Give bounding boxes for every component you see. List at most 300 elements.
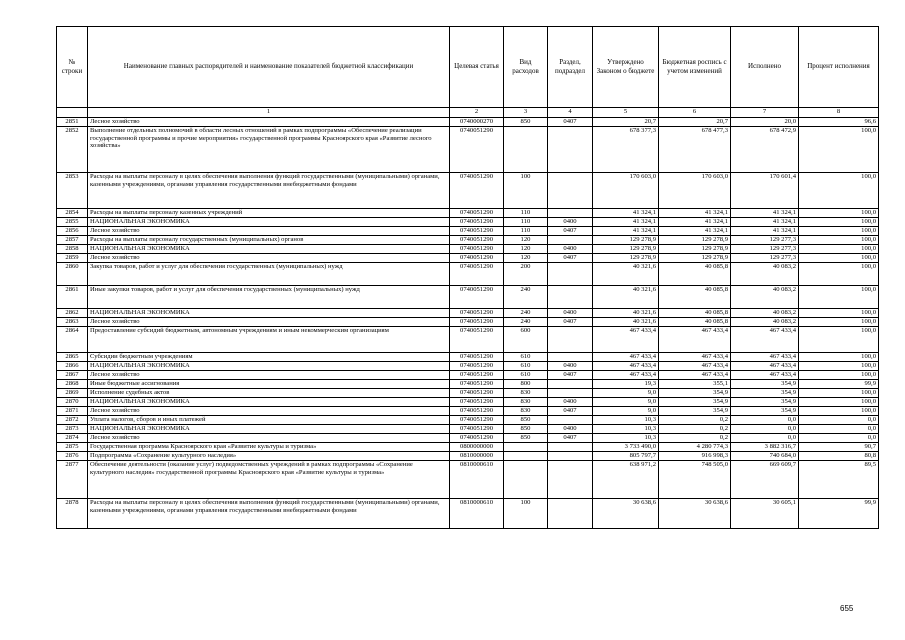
cell-budget-list: 467 433,4: [659, 327, 731, 353]
cell-percent: 100,0: [799, 218, 879, 227]
cell-budget-list: 40 085,8: [659, 286, 731, 309]
table-row: [57, 434, 879, 443]
column-number: 8: [799, 108, 879, 118]
cell-executed: 678 472,9: [731, 127, 799, 173]
cell-percent: 100,0: [799, 254, 879, 263]
cell-row-number: 2876: [57, 452, 88, 461]
cell-expense-type: 850: [504, 118, 548, 127]
cell-section: 0407: [548, 434, 593, 443]
cell-name: Государственная программа Красноярского края «Развитие культуры и туризма»: [88, 443, 450, 452]
cell-percent: 100,0: [799, 227, 879, 236]
cell-section: [548, 461, 593, 499]
cell-row-number: 2874: [57, 434, 88, 443]
cell-percent: 100,0: [799, 245, 879, 254]
cell-name: Уплата налогов, сборов и иных платежей: [88, 416, 450, 425]
cell-budget-list: 916 998,3: [659, 452, 731, 461]
cell-name: НАЦИОНАЛЬНАЯ ЭКОНОМИКА: [88, 309, 450, 318]
cell-approved: 40 321,6: [593, 309, 659, 318]
cell-target-article: 0740051290: [450, 389, 504, 398]
cell-target-article: 0810000610: [450, 461, 504, 499]
cell-percent: 99,9: [799, 380, 879, 389]
cell-budget-list: 20,7: [659, 118, 731, 127]
cell-row-number: 2852: [57, 127, 88, 173]
cell-budget-list: 355,1: [659, 380, 731, 389]
cell-row-number: 2856: [57, 227, 88, 236]
cell-row-number: 2878: [57, 499, 88, 529]
table-row: [57, 254, 879, 263]
cell-target-article: 0810000610: [450, 499, 504, 529]
column-number-row: [57, 108, 879, 118]
page-number: 655: [840, 604, 854, 613]
cell-section: [548, 173, 593, 209]
table-row: [57, 452, 879, 461]
cell-expense-type: 850: [504, 416, 548, 425]
header-approved: Утверждено Законом о бюджете: [593, 27, 659, 108]
cell-target-article: 0740051290: [450, 236, 504, 245]
cell-name: Субсидии бюджетным учреждениям: [88, 353, 450, 362]
cell-target-article: 0740051290: [450, 362, 504, 371]
cell-expense-type: 610: [504, 362, 548, 371]
table-row: [57, 218, 879, 227]
cell-budget-list: 41 324,1: [659, 218, 731, 227]
cell-executed: 41 324,1: [731, 218, 799, 227]
cell-section: 0400: [548, 309, 593, 318]
table-row: [57, 425, 879, 434]
cell-target-article: 0740051290: [450, 425, 504, 434]
cell-target-article: 0740051290: [450, 407, 504, 416]
cell-percent: 100,0: [799, 236, 879, 245]
cell-name: Иные закупки товаров, работ и услуг для обеспечения государственных (муниципальных) нужд: [88, 286, 450, 309]
cell-budget-list: 467 433,4: [659, 371, 731, 380]
cell-executed: 40 083,2: [731, 286, 799, 309]
cell-row-number: 2860: [57, 263, 88, 286]
cell-target-article: 0740051290: [450, 309, 504, 318]
cell-name: Подпрограмма «Сохранение культурного наследия»: [88, 452, 450, 461]
cell-section: 0400: [548, 245, 593, 254]
header-row-number: № строки: [57, 27, 88, 108]
table-row: [57, 327, 879, 353]
cell-section: [548, 443, 593, 452]
cell-percent: 0,0: [799, 416, 879, 425]
cell-percent: 100,0: [799, 263, 879, 286]
column-number: 4: [548, 108, 593, 118]
header-row: [57, 27, 879, 108]
cell-budget-list: 354,9: [659, 398, 731, 407]
cell-target-article: 0740051290: [450, 218, 504, 227]
cell-percent: 90,7: [799, 443, 879, 452]
cell-section: [548, 209, 593, 218]
cell-target-article: 0740051290: [450, 434, 504, 443]
column-number: 7: [731, 108, 799, 118]
cell-target-article: 0740051290: [450, 327, 504, 353]
cell-percent: 100,0: [799, 318, 879, 327]
cell-expense-type: [504, 452, 548, 461]
column-number: 6: [659, 108, 731, 118]
cell-expense-type: 120: [504, 245, 548, 254]
cell-budget-list: 41 324,1: [659, 227, 731, 236]
cell-section: [548, 452, 593, 461]
cell-section: [548, 127, 593, 173]
cell-budget-list: 30 638,6: [659, 499, 731, 529]
cell-row-number: 2875: [57, 443, 88, 452]
cell-approved: 467 433,4: [593, 362, 659, 371]
table-row: [57, 173, 879, 209]
cell-expense-type: 110: [504, 227, 548, 236]
cell-approved: 170 603,0: [593, 173, 659, 209]
cell-section: 0407: [548, 407, 593, 416]
column-number: 2: [450, 108, 504, 118]
header-section: Раздел, подраздел: [548, 27, 593, 108]
cell-approved: 9,0: [593, 389, 659, 398]
cell-executed: 0,0: [731, 434, 799, 443]
cell-expense-type: 610: [504, 353, 548, 362]
cell-section: 0400: [548, 425, 593, 434]
cell-executed: 354,9: [731, 398, 799, 407]
cell-approved: 10,3: [593, 434, 659, 443]
cell-row-number: 2873: [57, 425, 88, 434]
cell-target-article: 0740051290: [450, 209, 504, 218]
cell-row-number: 2866: [57, 362, 88, 371]
cell-target-article: 0740051290: [450, 371, 504, 380]
cell-target-article: 0810000000: [450, 452, 504, 461]
cell-expense-type: 100: [504, 173, 548, 209]
cell-row-number: 2853: [57, 173, 88, 209]
cell-expense-type: 850: [504, 425, 548, 434]
cell-budget-list: 40 085,8: [659, 318, 731, 327]
cell-expense-type: 240: [504, 286, 548, 309]
cell-executed: 354,9: [731, 407, 799, 416]
cell-name: НАЦИОНАЛЬНАЯ ЭКОНОМИКА: [88, 245, 450, 254]
cell-approved: 40 321,6: [593, 318, 659, 327]
cell-percent: 100,0: [799, 173, 879, 209]
table-row: [57, 461, 879, 499]
cell-target-article: 0740051290: [450, 173, 504, 209]
cell-section: 0407: [548, 118, 593, 127]
table-row: [57, 380, 879, 389]
cell-budget-list: 354,9: [659, 389, 731, 398]
header-name: Наименование главных распорядителей и наименование показателей бюджетной классификации: [88, 27, 450, 108]
cell-approved: 20,7: [593, 118, 659, 127]
cell-expense-type: 610: [504, 371, 548, 380]
cell-executed: 354,9: [731, 380, 799, 389]
cell-row-number: 2868: [57, 380, 88, 389]
cell-approved: 41 324,1: [593, 209, 659, 218]
cell-name: Предоставление субсидий бюджетным, автономным учреждениям и иным некоммерческим организациям: [88, 327, 450, 353]
cell-expense-type: 850: [504, 434, 548, 443]
table-row: [57, 286, 879, 309]
cell-row-number: 2857: [57, 236, 88, 245]
cell-executed: 129 277,3: [731, 254, 799, 263]
cell-budget-list: 170 603,0: [659, 173, 731, 209]
cell-percent: 100,0: [799, 371, 879, 380]
cell-name: Расходы на выплаты персоналу в целях обеспечения выполнения функций государственными (муниципальными) органами, казенными учреждениями, органами управления государственными внебюджетными фондами: [88, 499, 450, 529]
cell-name: Исполнение судебных актов: [88, 389, 450, 398]
cell-budget-list: 0,2: [659, 416, 731, 425]
cell-row-number: 2863: [57, 318, 88, 327]
cell-approved: 3 733 490,0: [593, 443, 659, 452]
cell-approved: 129 278,9: [593, 236, 659, 245]
cell-section: [548, 380, 593, 389]
cell-percent: 100,0: [799, 209, 879, 218]
cell-budget-list: 467 433,4: [659, 353, 731, 362]
header-expense-type: Вид расходов: [504, 27, 548, 108]
column-number: 3: [504, 108, 548, 118]
cell-name: Закупка товаров, работ и услуг для обеспечения государственных (муниципальных) нужд: [88, 263, 450, 286]
table-row: [57, 236, 879, 245]
cell-row-number: 2865: [57, 353, 88, 362]
cell-section: 0400: [548, 362, 593, 371]
cell-percent: 100,0: [799, 353, 879, 362]
cell-section: [548, 327, 593, 353]
cell-target-article: 0740051290: [450, 245, 504, 254]
cell-budget-list: 40 085,8: [659, 263, 731, 286]
cell-executed: 30 605,1: [731, 499, 799, 529]
cell-row-number: 2872: [57, 416, 88, 425]
table-row: [57, 353, 879, 362]
cell-percent: 96,6: [799, 118, 879, 127]
cell-section: [548, 389, 593, 398]
cell-name: НАЦИОНАЛЬНАЯ ЭКОНОМИКА: [88, 398, 450, 407]
cell-expense-type: 600: [504, 327, 548, 353]
cell-approved: 129 278,9: [593, 254, 659, 263]
cell-expense-type: [504, 443, 548, 452]
cell-name: Обеспечение деятельности (оказание услуг) подведомственных учреждений в рамках подпрограммы «Сохранение культурного наследия» государственной программы Красноярского края «Развитие культуры и туризма»: [88, 461, 450, 499]
cell-name: Лесное хозяйство: [88, 227, 450, 236]
cell-section: 0400: [548, 218, 593, 227]
table-row: [57, 118, 879, 127]
cell-executed: 3 882 316,7: [731, 443, 799, 452]
cell-approved: 40 321,6: [593, 263, 659, 286]
cell-percent: 100,0: [799, 127, 879, 173]
cell-target-article: 0740051290: [450, 380, 504, 389]
cell-name: Расходы на выплаты персоналу в целях обеспечения выполнения функций государственными (муниципальными) органами, казенными учреждениями, органами управления государственными внебюджетными фондами: [88, 173, 450, 209]
table-body: [57, 118, 879, 529]
cell-executed: 40 083,2: [731, 263, 799, 286]
cell-target-article: 0740051290: [450, 286, 504, 309]
cell-percent: 100,0: [799, 362, 879, 371]
cell-name: Лесное хозяйство: [88, 371, 450, 380]
cell-budget-list: 129 278,9: [659, 254, 731, 263]
cell-percent: 89,5: [799, 461, 879, 499]
cell-approved: 638 971,2: [593, 461, 659, 499]
cell-row-number: 2870: [57, 398, 88, 407]
table-row: [57, 309, 879, 318]
cell-target-article: 0740000270: [450, 118, 504, 127]
cell-percent: 100,0: [799, 286, 879, 309]
cell-section: [548, 286, 593, 309]
table-row: [57, 263, 879, 286]
cell-executed: 354,9: [731, 389, 799, 398]
cell-executed: 20,0: [731, 118, 799, 127]
table-row: [57, 371, 879, 380]
table-row: [57, 127, 879, 173]
cell-expense-type: [504, 127, 548, 173]
cell-budget-list: 41 324,1: [659, 209, 731, 218]
cell-executed: 740 684,0: [731, 452, 799, 461]
cell-name: Лесное хозяйство: [88, 407, 450, 416]
cell-approved: 41 324,1: [593, 218, 659, 227]
cell-row-number: 2862: [57, 309, 88, 318]
column-number: 1: [88, 108, 450, 118]
cell-percent: 100,0: [799, 309, 879, 318]
cell-executed: 41 324,1: [731, 227, 799, 236]
cell-approved: 129 278,9: [593, 245, 659, 254]
cell-target-article: 0740051290: [450, 398, 504, 407]
cell-target-article: 0740051290: [450, 254, 504, 263]
cell-executed: 129 277,3: [731, 245, 799, 254]
cell-percent: 80,8: [799, 452, 879, 461]
cell-approved: 10,3: [593, 425, 659, 434]
cell-target-article: 0740051290: [450, 227, 504, 236]
cell-budget-list: 0,2: [659, 425, 731, 434]
cell-approved: 41 324,1: [593, 227, 659, 236]
cell-name: Лесное хозяйство: [88, 254, 450, 263]
cell-section: [548, 236, 593, 245]
cell-budget-list: 4 280 774,3: [659, 443, 731, 452]
cell-row-number: 2861: [57, 286, 88, 309]
cell-budget-list: 467 433,4: [659, 362, 731, 371]
cell-row-number: 2859: [57, 254, 88, 263]
cell-expense-type: 240: [504, 318, 548, 327]
cell-section: 0407: [548, 254, 593, 263]
cell-percent: 0,0: [799, 425, 879, 434]
cell-target-article: 0740051290: [450, 318, 504, 327]
cell-approved: 10,3: [593, 416, 659, 425]
cell-name: Иные бюджетные ассигнования: [88, 380, 450, 389]
cell-executed: 467 433,4: [731, 327, 799, 353]
cell-section: [548, 499, 593, 529]
cell-executed: 40 083,2: [731, 318, 799, 327]
header-target-article: Целевая статья: [450, 27, 504, 108]
cell-expense-type: 830: [504, 389, 548, 398]
column-number: 5: [593, 108, 659, 118]
cell-approved: 467 433,4: [593, 371, 659, 380]
cell-approved: 678 377,3: [593, 127, 659, 173]
cell-section: [548, 416, 593, 425]
cell-section: [548, 353, 593, 362]
cell-name: НАЦИОНАЛЬНАЯ ЭКОНОМИКА: [88, 218, 450, 227]
cell-executed: 129 277,3: [731, 236, 799, 245]
table-row: [57, 499, 879, 529]
table-row: [57, 398, 879, 407]
cell-expense-type: 120: [504, 254, 548, 263]
cell-percent: 100,0: [799, 389, 879, 398]
cell-approved: 9,0: [593, 407, 659, 416]
table-row: [57, 416, 879, 425]
cell-budget-list: 129 278,9: [659, 236, 731, 245]
cell-expense-type: 240: [504, 309, 548, 318]
cell-name: НАЦИОНАЛЬНАЯ ЭКОНОМИКА: [88, 425, 450, 434]
cell-expense-type: 200: [504, 263, 548, 286]
table-row: [57, 227, 879, 236]
cell-approved: 9,0: [593, 398, 659, 407]
table-row: [57, 407, 879, 416]
cell-target-article: 0740051290: [450, 263, 504, 286]
cell-percent: 0,0: [799, 434, 879, 443]
cell-expense-type: 110: [504, 209, 548, 218]
cell-executed: 669 609,7: [731, 461, 799, 499]
cell-name: Расходы на выплаты персоналу государственных (муниципальных) органов: [88, 236, 450, 245]
table-row: [57, 443, 879, 452]
cell-executed: 170 601,4: [731, 173, 799, 209]
cell-expense-type: 100: [504, 499, 548, 529]
cell-approved: 805 797,7: [593, 452, 659, 461]
cell-row-number: 2867: [57, 371, 88, 380]
cell-name: Выполнение отдельных полномочий в области лесных отношений в рамках подпрограммы «Обеспечение реализации государственной программы и прочие мероприятия» государственной программы Красноярского края «Развитие лесного хозяйства»: [88, 127, 450, 173]
cell-section: [548, 263, 593, 286]
cell-expense-type: 120: [504, 236, 548, 245]
cell-executed: 467 433,4: [731, 362, 799, 371]
cell-approved: 40 321,6: [593, 286, 659, 309]
cell-name: Лесное хозяйство: [88, 434, 450, 443]
cell-target-article: 0740051290: [450, 127, 504, 173]
cell-section: 0407: [548, 318, 593, 327]
cell-row-number: 2854: [57, 209, 88, 218]
cell-expense-type: [504, 461, 548, 499]
cell-section: 0407: [548, 371, 593, 380]
cell-executed: 467 433,4: [731, 353, 799, 362]
cell-budget-list: 40 085,8: [659, 309, 731, 318]
table-row: [57, 362, 879, 371]
cell-name: Лесное хозяйство: [88, 118, 450, 127]
cell-executed: 40 083,2: [731, 309, 799, 318]
cell-section: 0400: [548, 398, 593, 407]
cell-budget-list: 748 505,0: [659, 461, 731, 499]
cell-row-number: 2864: [57, 327, 88, 353]
cell-approved: 467 433,4: [593, 327, 659, 353]
cell-target-article: 0740051290: [450, 353, 504, 362]
cell-name: НАЦИОНАЛЬНАЯ ЭКОНОМИКА: [88, 362, 450, 371]
cell-section: 0407: [548, 227, 593, 236]
cell-row-number: 2871: [57, 407, 88, 416]
cell-target-article: 0800000000: [450, 443, 504, 452]
header-budget-list: Бюджетная роспись с учетом изменений: [659, 27, 731, 108]
table-row: [57, 245, 879, 254]
cell-row-number: 2877: [57, 461, 88, 499]
header-executed: Исполнено: [731, 27, 799, 108]
cell-executed: 467 433,4: [731, 371, 799, 380]
cell-name: Расходы на выплаты персоналу казенных учреждений: [88, 209, 450, 218]
column-number: [57, 108, 88, 118]
cell-row-number: 2869: [57, 389, 88, 398]
table-row: [57, 389, 879, 398]
cell-expense-type: 800: [504, 380, 548, 389]
cell-target-article: 0740051290: [450, 416, 504, 425]
cell-executed: 0,0: [731, 425, 799, 434]
cell-budget-list: 678 477,3: [659, 127, 731, 173]
budget-execution-table: [56, 26, 879, 529]
cell-row-number: 2851: [57, 118, 88, 127]
table-row: [57, 318, 879, 327]
cell-approved: 19,3: [593, 380, 659, 389]
table-row: [57, 209, 879, 218]
cell-percent: 99,9: [799, 499, 879, 529]
header-percent: Процент исполнения: [799, 27, 879, 108]
cell-approved: 467 433,4: [593, 353, 659, 362]
cell-percent: 100,0: [799, 327, 879, 353]
cell-percent: 100,0: [799, 398, 879, 407]
cell-expense-type: 830: [504, 398, 548, 407]
cell-percent: 100,0: [799, 407, 879, 416]
cell-row-number: 2855: [57, 218, 88, 227]
cell-budget-list: 129 278,9: [659, 245, 731, 254]
cell-name: Лесное хозяйство: [88, 318, 450, 327]
cell-budget-list: 354,9: [659, 407, 731, 416]
cell-approved: 30 638,6: [593, 499, 659, 529]
cell-executed: 41 324,1: [731, 209, 799, 218]
cell-budget-list: 0,2: [659, 434, 731, 443]
cell-row-number: 2858: [57, 245, 88, 254]
